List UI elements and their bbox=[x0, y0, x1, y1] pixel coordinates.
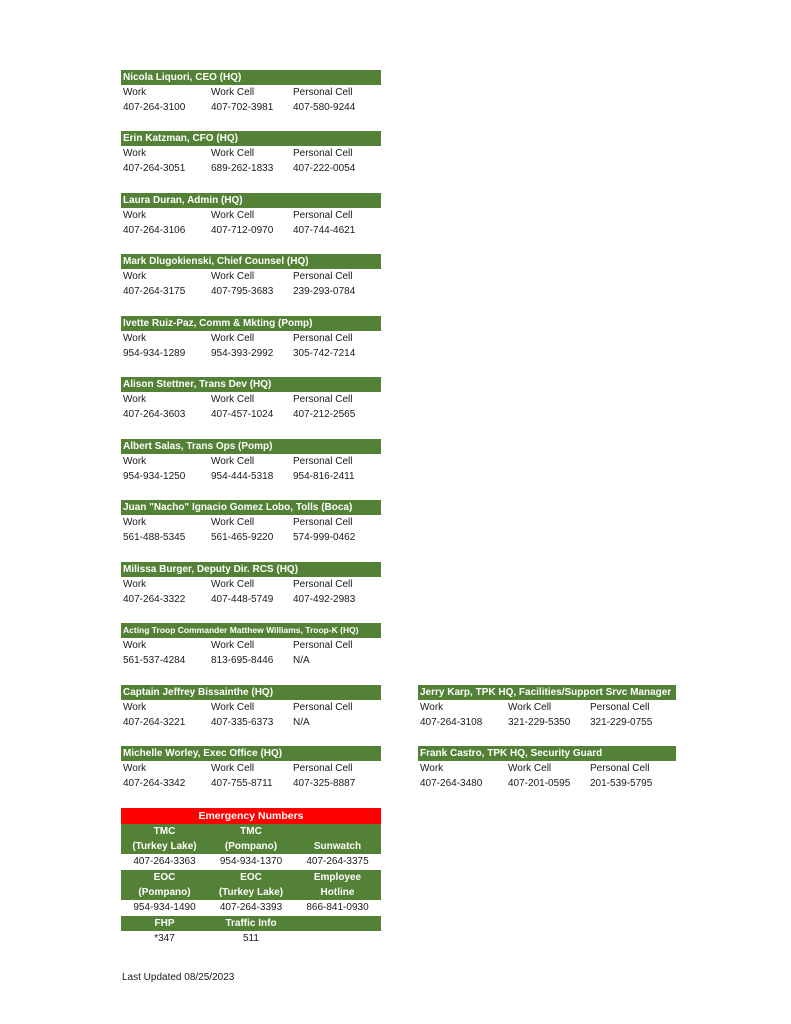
contact-labels-row bbox=[121, 638, 381, 653]
emergency-number: 954-934-1490 bbox=[121, 900, 208, 916]
work-cell-label: Work Cell bbox=[211, 271, 255, 282]
emergency-header-cell bbox=[121, 916, 208, 931]
emergency-header-cell bbox=[294, 916, 381, 931]
contact-card bbox=[418, 746, 676, 791]
work-number: 407-264-3603 bbox=[123, 409, 186, 420]
work-label: Work bbox=[123, 517, 147, 528]
work-cell-label: Work Cell bbox=[211, 702, 255, 713]
personal-cell-label: Personal Cell bbox=[293, 763, 353, 774]
work-number: 407-264-3175 bbox=[123, 286, 186, 297]
personal-cell-label: Personal Cell bbox=[293, 333, 353, 344]
work-cell-label: Work Cell bbox=[211, 456, 255, 467]
personal-cell-number: 407-212-2565 bbox=[293, 409, 356, 420]
contact-header: Jerry Karp, TPK HQ, Facilities/Support Srvc Manager bbox=[418, 685, 676, 700]
work-label: Work bbox=[123, 394, 147, 405]
personal-cell-number: 321-229-0755 bbox=[590, 717, 653, 728]
personal-cell-number: 201-539-5795 bbox=[590, 778, 653, 789]
emergency-number: 407-264-3393 bbox=[208, 900, 294, 916]
contact-values-row bbox=[121, 161, 381, 176]
contact-values-row bbox=[121, 530, 381, 545]
contact-values-row bbox=[121, 407, 381, 422]
emergency-header-line bbox=[294, 824, 381, 839]
work-cell-number: 407-201-0595 bbox=[508, 778, 571, 789]
personal-cell-number: 954-816-2411 bbox=[293, 471, 355, 482]
work-label: Work bbox=[420, 702, 444, 713]
emergency-header-line: EOC bbox=[153, 872, 176, 883]
emergency-title: Emergency Numbers bbox=[121, 808, 381, 824]
work-number: 407-264-3322 bbox=[123, 594, 186, 605]
contact-labels-row bbox=[121, 577, 381, 592]
contact-header: Captain Jeffrey Bissainthe (HQ) bbox=[121, 685, 381, 700]
emergency-number: 407-264-3363 bbox=[121, 854, 208, 870]
emergency-number: 511 bbox=[208, 931, 294, 947]
contact-card bbox=[121, 70, 381, 115]
emergency-header-line: (Pompano) bbox=[224, 841, 278, 852]
emergency-header-cell bbox=[121, 870, 208, 900]
contact-card bbox=[121, 623, 381, 668]
contact-labels-row bbox=[121, 146, 381, 161]
emergency-header-cell bbox=[208, 870, 294, 900]
personal-cell-label: Personal Cell bbox=[293, 517, 353, 528]
contact-header: Michelle Worley, Exec Office (HQ) bbox=[121, 746, 381, 761]
personal-cell-number: N/A bbox=[293, 655, 310, 666]
personal-cell-label: Personal Cell bbox=[590, 763, 650, 774]
contact-labels-row bbox=[121, 331, 381, 346]
contact-values-row bbox=[121, 223, 381, 238]
work-number: 954-934-1289 bbox=[123, 348, 186, 359]
work-label: Work bbox=[123, 87, 147, 98]
personal-cell-number: 407-492-2983 bbox=[293, 594, 356, 605]
personal-cell-number: 407-580-9244 bbox=[293, 102, 356, 113]
work-label: Work bbox=[123, 333, 147, 344]
contact-values-row bbox=[121, 346, 381, 361]
last-updated-text: Last Updated 08/25/2023 bbox=[122, 972, 235, 983]
work-number: 407-264-3108 bbox=[420, 717, 483, 728]
emergency-grid bbox=[121, 824, 381, 947]
contact-header: Albert Salas, Trans Ops (Pomp) bbox=[121, 439, 381, 454]
work-cell-number: 407-702-3981 bbox=[211, 102, 274, 113]
personal-cell-label: Personal Cell bbox=[293, 210, 353, 221]
personal-cell-label: Personal Cell bbox=[293, 148, 353, 159]
work-label: Work bbox=[123, 456, 147, 467]
work-cell-number: 407-335-6373 bbox=[211, 717, 274, 728]
contact-header: Mark Dlugokienski, Chief Counsel (HQ) bbox=[121, 254, 381, 269]
contact-labels-row bbox=[418, 761, 676, 776]
contact-values-row bbox=[418, 776, 676, 791]
contact-values-row bbox=[418, 715, 676, 730]
contact-values-row bbox=[121, 653, 381, 668]
contact-labels-row bbox=[121, 208, 381, 223]
emergency-header-line: TMC bbox=[240, 826, 262, 837]
work-cell-number: 407-755-8711 bbox=[211, 778, 273, 789]
contact-header: Milissa Burger, Deputy Dir. RCS (HQ) bbox=[121, 562, 381, 577]
work-cell-number: 561-465-9220 bbox=[211, 532, 274, 543]
contact-values-row bbox=[121, 469, 381, 484]
work-number: 954-934-1250 bbox=[123, 471, 186, 482]
contact-header: Nicola Liquori, CEO (HQ) bbox=[121, 70, 381, 85]
work-cell-label: Work Cell bbox=[211, 763, 255, 774]
contact-header: Acting Troop Commander Matthew Williams, Troop-K (HQ) bbox=[121, 623, 381, 638]
personal-cell-number: 239-293-0784 bbox=[293, 286, 356, 297]
emergency-header-cell bbox=[208, 916, 294, 931]
work-number: 407-264-3100 bbox=[123, 102, 186, 113]
contact-header: Laura Duran, Admin (HQ) bbox=[121, 193, 381, 208]
contact-labels-row bbox=[121, 454, 381, 469]
personal-cell-label: Personal Cell bbox=[293, 640, 353, 651]
contact-values-row bbox=[121, 776, 381, 791]
work-number: 561-488-5345 bbox=[123, 532, 186, 543]
work-cell-label: Work Cell bbox=[211, 394, 255, 405]
work-cell-number: 407-712-0970 bbox=[211, 225, 274, 236]
work-cell-label: Work Cell bbox=[211, 333, 255, 344]
work-cell-number: 321-229-5350 bbox=[508, 717, 571, 728]
work-number: 407-264-3342 bbox=[123, 778, 186, 789]
work-cell-label: Work Cell bbox=[211, 579, 255, 590]
emergency-numbers-table bbox=[121, 808, 381, 947]
work-cell-label: Work Cell bbox=[211, 517, 255, 528]
work-cell-number: 407-795-3683 bbox=[211, 286, 274, 297]
contact-card bbox=[121, 439, 381, 484]
contact-card bbox=[121, 131, 381, 176]
work-number: 407-264-3106 bbox=[123, 225, 186, 236]
work-cell-number: 954-393-2992 bbox=[211, 348, 274, 359]
emergency-header-line: (Pompano) bbox=[138, 887, 191, 898]
emergency-number: 866-841-0930 bbox=[294, 900, 381, 916]
contact-values-row bbox=[121, 100, 381, 115]
contact-header: Frank Castro, TPK HQ, Security Guard bbox=[418, 746, 676, 761]
work-cell-label: Work Cell bbox=[211, 87, 255, 98]
emergency-header-line: Traffic Info bbox=[225, 918, 277, 929]
personal-cell-number: 407-744-4621 bbox=[293, 225, 356, 236]
work-cell-label: Work Cell bbox=[508, 763, 552, 774]
emergency-header-line bbox=[294, 916, 381, 931]
personal-cell-label: Personal Cell bbox=[293, 87, 353, 98]
emergency-header-cell bbox=[294, 870, 381, 900]
personal-cell-label: Personal Cell bbox=[293, 579, 353, 590]
contact-header: Juan "Nacho" Ignacio Gomez Lobo, Tolls (Boca) bbox=[121, 500, 381, 515]
contact-labels-row bbox=[418, 700, 676, 715]
emergency-header-line: Employee bbox=[313, 872, 362, 883]
emergency-number bbox=[294, 931, 381, 947]
contact-card bbox=[121, 685, 381, 730]
work-label: Work bbox=[123, 210, 147, 221]
emergency-header-cell bbox=[208, 824, 294, 854]
emergency-header-line: TMC bbox=[153, 826, 176, 837]
contact-card bbox=[121, 500, 381, 545]
emergency-header-line: EOC bbox=[240, 872, 262, 883]
contact-labels-row bbox=[121, 700, 381, 715]
personal-cell-number: 407-325-8887 bbox=[293, 778, 356, 789]
work-number: 407-264-3051 bbox=[123, 163, 186, 174]
contact-values-row bbox=[121, 715, 381, 730]
contact-header: Erin Katzman, CFO (HQ) bbox=[121, 131, 381, 146]
work-cell-label: Work Cell bbox=[211, 148, 255, 159]
work-label: Work bbox=[420, 763, 444, 774]
work-cell-number: 407-457-1024 bbox=[211, 409, 274, 420]
contact-card bbox=[121, 254, 381, 299]
work-label: Work bbox=[123, 579, 147, 590]
personal-cell-number: 407-222-0054 bbox=[293, 163, 356, 174]
contact-header: Alison Stettner, Trans Dev (HQ) bbox=[121, 377, 381, 392]
work-label: Work bbox=[123, 271, 147, 282]
emergency-header-cell bbox=[294, 824, 381, 854]
contact-labels-row bbox=[121, 269, 381, 284]
personal-cell-number: N/A bbox=[293, 717, 310, 728]
emergency-header-line: (Turkey Lake) bbox=[132, 841, 197, 852]
work-number: 407-264-3480 bbox=[420, 778, 483, 789]
work-label: Work bbox=[123, 148, 147, 159]
work-cell-number: 813-695-8446 bbox=[211, 655, 274, 666]
contact-header: Ivette Ruiz-Paz, Comm & Mkting (Pomp) bbox=[121, 316, 381, 331]
contact-labels-row bbox=[121, 515, 381, 530]
contact-card bbox=[121, 746, 381, 791]
emergency-header-cell bbox=[121, 824, 208, 854]
work-number: 407-264-3221 bbox=[123, 717, 186, 728]
work-cell-number: 954-444-5318 bbox=[211, 471, 274, 482]
emergency-number: *347 bbox=[121, 931, 208, 947]
contact-card bbox=[418, 685, 676, 730]
contact-labels-row bbox=[121, 761, 381, 776]
emergency-header-line: FHP bbox=[154, 918, 175, 929]
emergency-number: 407-264-3375 bbox=[294, 854, 381, 870]
work-cell-label: Work Cell bbox=[211, 210, 255, 221]
contact-card bbox=[121, 377, 381, 422]
personal-cell-label: Personal Cell bbox=[590, 702, 650, 713]
contact-labels-row bbox=[121, 85, 381, 100]
contact-card bbox=[121, 193, 381, 238]
work-cell-number: 689-262-1833 bbox=[211, 163, 274, 174]
contact-labels-row bbox=[121, 392, 381, 407]
contact-values-row bbox=[121, 284, 381, 299]
contact-values-row bbox=[121, 592, 381, 607]
work-label: Work bbox=[123, 763, 147, 774]
work-cell-number: 407-448-5749 bbox=[211, 594, 274, 605]
contact-card bbox=[121, 316, 381, 361]
work-label: Work bbox=[123, 640, 147, 651]
work-cell-label: Work Cell bbox=[211, 640, 255, 651]
personal-cell-label: Personal Cell bbox=[293, 456, 353, 467]
emergency-header-line: Hotline bbox=[320, 887, 355, 898]
contact-card bbox=[121, 562, 381, 607]
personal-cell-label: Personal Cell bbox=[293, 271, 353, 282]
work-label: Work bbox=[123, 702, 147, 713]
work-cell-label: Work Cell bbox=[508, 702, 552, 713]
personal-cell-number: 574-999-0462 bbox=[293, 532, 356, 543]
emergency-number: 954-934-1370 bbox=[208, 854, 294, 870]
personal-cell-number: 305-742-7214 bbox=[293, 348, 356, 359]
emergency-header-line: Sunwatch bbox=[313, 841, 362, 852]
personal-cell-label: Personal Cell bbox=[293, 394, 353, 405]
personal-cell-label: Personal Cell bbox=[293, 702, 353, 713]
emergency-header-line: (Turkey Lake) bbox=[218, 887, 284, 898]
work-number: 561-537-4284 bbox=[123, 655, 186, 666]
